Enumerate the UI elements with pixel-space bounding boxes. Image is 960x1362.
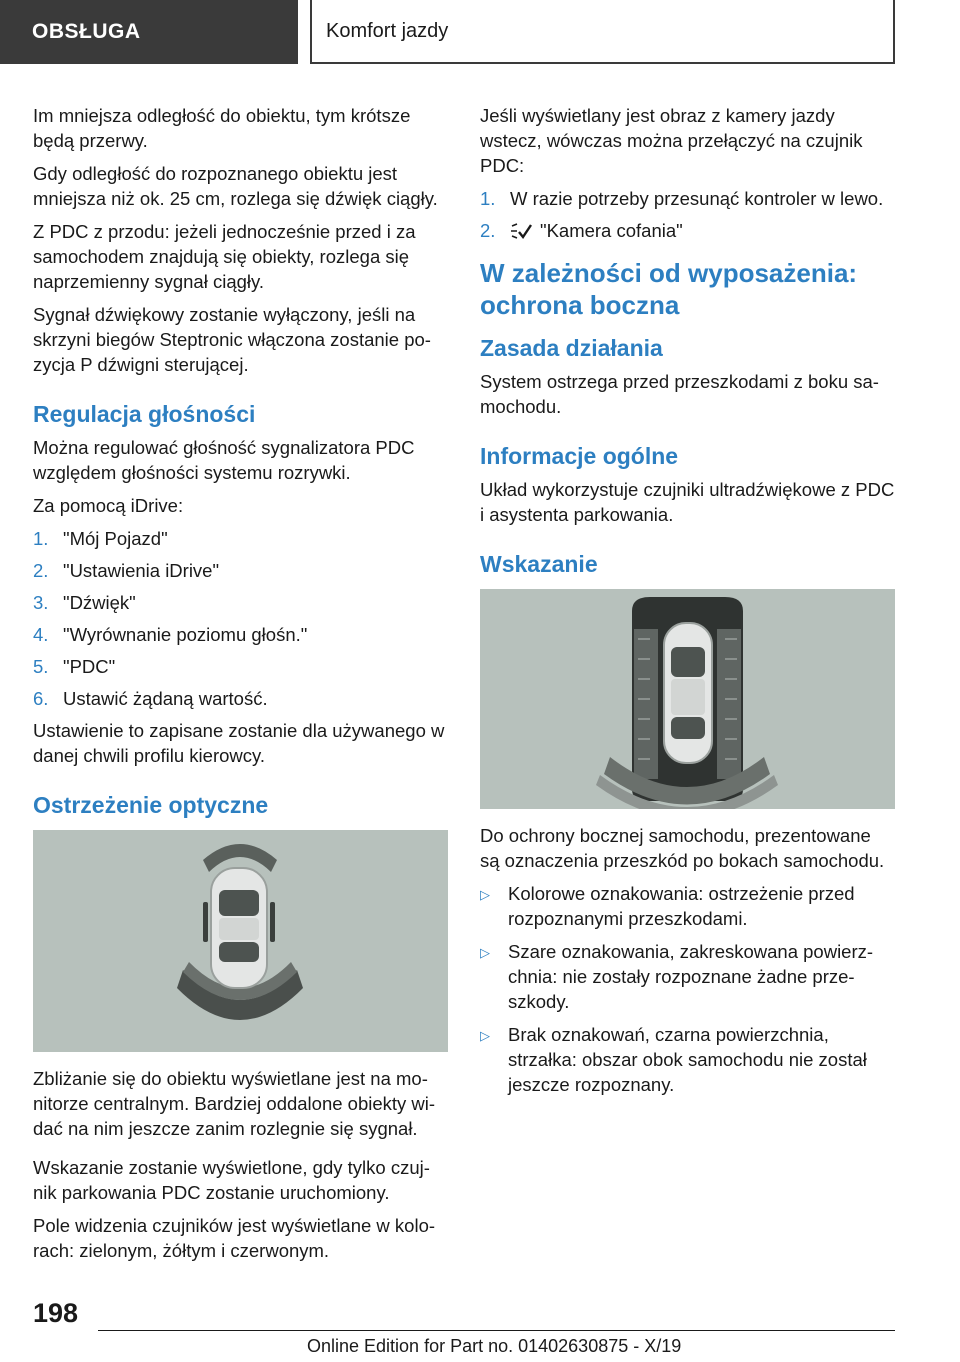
step-number: 5. — [33, 656, 49, 677]
chapter-title: Komfort jazdy — [326, 19, 449, 42]
step-content — [510, 218, 683, 243]
paragraph: Jeśli wyświetlany jest obraz z kamery jazdy wstecz, wówczas można przełączyć na czujnik PDC: — [480, 105, 863, 176]
paragraph: Pole widzenia czujników jest wyświetlane w kolo-rach: zielonym, żółtym i czerwonym. — [33, 1215, 436, 1261]
list-item — [33, 654, 448, 679]
bullet-text: Kolorowe oznakowania: ostrzeżenie przed rozpoznanymi przeszkodami. — [508, 883, 855, 929]
list-item — [33, 622, 448, 647]
footer-divider — [98, 1330, 895, 1331]
list-item — [480, 186, 895, 211]
list-item — [33, 526, 448, 551]
paragraph: Ustawienie to zapisane zostanie dla używanego w danej chwili profilu kierowcy. — [33, 720, 445, 766]
paragraph: Gdy odległość do rozpoznanego obiektu jest mniejsza niż ok. 25 cm, rozlega się dźwięk ciągły. — [33, 163, 438, 209]
list-item — [480, 1022, 895, 1097]
step-text: "Wyrównanie poziomu głośn." — [63, 624, 308, 645]
paragraph: Układ wykorzystuje czujniki ultradźwiękowe z PDC i asystenta parkowania. — [480, 479, 895, 525]
list-item — [480, 218, 895, 243]
list-item — [480, 939, 895, 1014]
footer-edition: Online Edition for Part no. 01402630875 - X/19 — [307, 1336, 682, 1356]
triangle-bullet-icon: ▷ — [480, 887, 490, 902]
paragraph: Wskazanie zostanie wyświetlone, gdy tylko czuj-nik parkowania PDC zostanie uruchomiony. — [33, 1157, 430, 1203]
step-text: "PDC" — [63, 656, 116, 677]
paragraph: Im mniejsza odległość do obiektu, tym krótsze będą przerwy. — [33, 105, 411, 151]
heading-principle: Zasada działania — [480, 335, 663, 361]
paragraph: Można regulować głośność sygnalizatora PDC względem głośności systemu rozrywki. — [33, 437, 415, 483]
section-title: OBSŁUGA — [32, 20, 141, 43]
list-item — [33, 590, 448, 615]
pdc-display-image — [33, 830, 448, 1052]
step-number: 1. — [33, 528, 49, 549]
step-list — [480, 186, 895, 243]
step-number: 2. — [480, 220, 496, 241]
heading-side-protection: W zależności od wyposażenia: ochrona boczna — [480, 258, 858, 320]
step-text: W razie potrzeby przesunąć kontroler w lewo. — [510, 188, 884, 209]
triangle-bullet-icon: ▷ — [480, 945, 490, 960]
list-item — [33, 558, 448, 583]
heading-display: Wskazanie — [480, 551, 598, 577]
heading-optical: Ostrzeżenie optyczne — [33, 792, 269, 818]
bullet-text: Szare oznakowania, zakreskowana powierz-chnia: nie zostały rozpoznane żadne prze-szkody. — [508, 941, 874, 1012]
step-text: "Dźwięk" — [63, 592, 136, 613]
paragraph: Sygnał dźwiękowy zostanie wyłączony, jeśli na skrzyni biegów Steptronic włączona zostanie po-zycja P dźwigni sterującej. — [33, 304, 431, 375]
step-number: 1. — [480, 188, 496, 209]
bullet-list — [480, 881, 895, 1097]
left-column — [33, 103, 448, 1271]
page-number: 198 — [33, 1298, 79, 1328]
step-text: "Kamera cofania" — [540, 220, 683, 241]
step-list — [33, 526, 448, 711]
step-number: 6. — [33, 688, 49, 709]
section-tab — [0, 0, 298, 64]
paragraph: Za pomocą iDrive: — [33, 495, 184, 516]
heading-volume: Regulacja głośności — [33, 401, 256, 427]
paragraph: Z PDC z przodu: jeżeli jednocześnie przed i za samochodem znajdują się obiekty, rozlega się naprzemienny sygnał ciągły. — [33, 221, 416, 292]
chapter-tab — [310, 0, 895, 64]
step-number: 3. — [33, 592, 49, 613]
step-text: "Mój Pojazd" — [63, 528, 168, 549]
list-item — [480, 881, 895, 931]
paragraph: Zbliżanie się do obiektu wyświetlane jest na mo-nitorze centralnym. Bardziej oddalone obiekty wi-dać na nim jeszcze zanim rozlegnie się sygnał. — [33, 1068, 436, 1139]
step-number: 2. — [33, 560, 49, 581]
paragraph: Do ochrony bocznej samochodu, prezentowane są oznaczenia przeszkód po bokach samochodu. — [480, 825, 885, 871]
triangle-bullet-icon: ▷ — [480, 1028, 490, 1043]
list-item — [33, 686, 448, 711]
step-number: 4. — [33, 624, 49, 645]
right-column — [480, 103, 895, 1105]
step-text: "Ustawienia iDrive" — [63, 560, 220, 581]
paragraph: System ostrzega przed przeszkodami z boku sa-mochodu. — [480, 371, 879, 417]
heading-general: Informacje ogólne — [480, 443, 679, 469]
step-text: Ustawić żądaną wartość. — [63, 688, 268, 709]
bullet-text: Brak oznakowań, czarna powierzchnia, strzałka: obszar obok samochodu nie został jeszcze rozpoznany. — [508, 1024, 867, 1095]
side-protection-image — [480, 589, 895, 809]
camera-sensor-icon — [510, 222, 532, 240]
